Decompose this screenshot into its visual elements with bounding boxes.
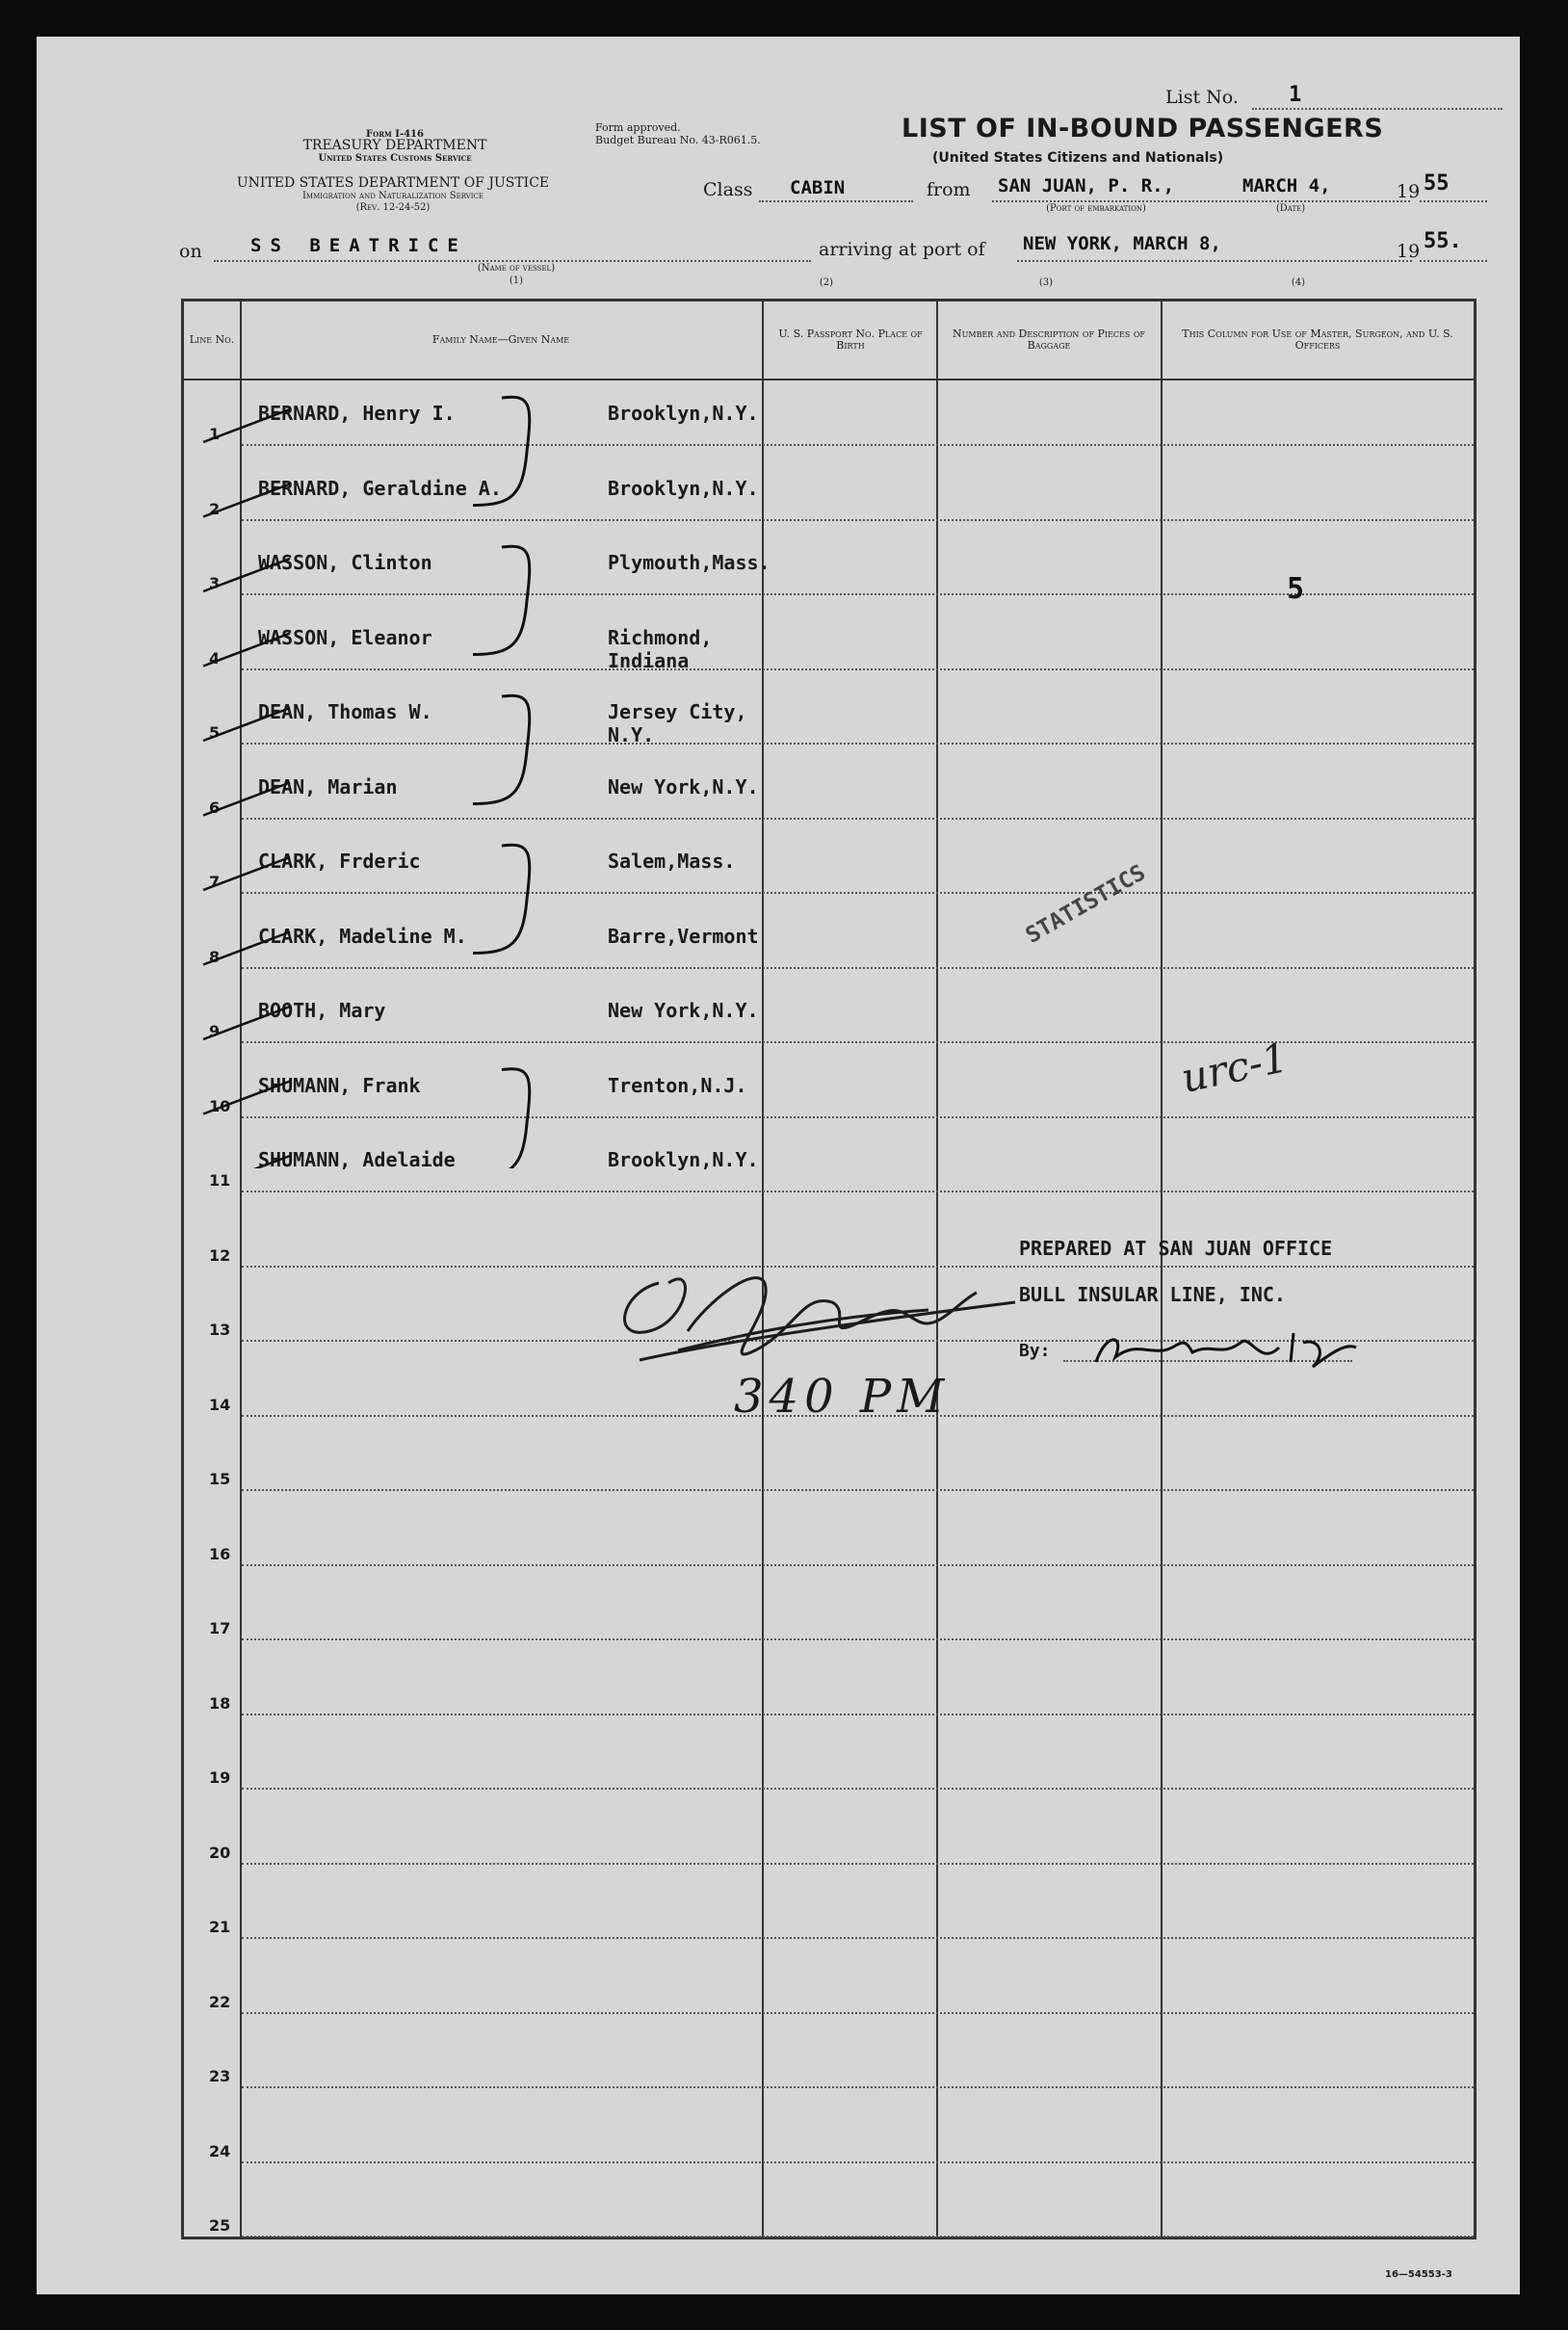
- line-number: 13: [209, 1321, 231, 1339]
- place-of-birth: New York,N.Y.: [608, 999, 759, 1022]
- passenger-name: WASSON, Clinton: [258, 551, 432, 574]
- passenger-name: WASSON, Eleanor: [258, 625, 432, 649]
- class-value: CABIN: [790, 177, 846, 198]
- vessel-value: SS BEATRICE: [250, 235, 467, 256]
- place-of-birth: Barre,Vermont: [608, 924, 759, 948]
- place-of-birth: Jersey City, N.Y.: [608, 700, 747, 746]
- passenger-name: CLARK, Frderic: [258, 850, 421, 873]
- line-number: 4: [209, 648, 221, 668]
- row-rule: [242, 1714, 1474, 1715]
- from-value: SAN JUAN, P. R.,: [998, 175, 1175, 196]
- date-value: MARCH 4,: [1242, 175, 1331, 196]
- passenger-name: BERNARD, Henry I.: [258, 402, 456, 425]
- row-rule: [242, 2236, 1474, 2238]
- check-slash: [203, 1156, 290, 1168]
- margin-mark-5: 5: [1287, 572, 1305, 606]
- line-number: 14: [209, 1395, 231, 1414]
- check-slash: [203, 1082, 290, 1114]
- check-slash: [203, 484, 290, 517]
- embark-caption: (Port of embarkation): [1046, 203, 1146, 214]
- place-of-birth: Trenton,N.J.: [608, 1073, 747, 1097]
- statistics-stamp: STATISTICS: [1021, 860, 1150, 949]
- year-value-1: 55: [1424, 171, 1450, 196]
- row-rule: [242, 1489, 1474, 1491]
- place-of-birth: Brooklyn,N.Y.: [608, 476, 759, 500]
- year-line-2: [1420, 260, 1487, 262]
- passenger-name: DEAN, Thomas W.: [258, 700, 432, 723]
- passenger-name: SHUMANN, Frank: [258, 1073, 421, 1097]
- passenger-name: BERNARD, Geraldine A.: [258, 476, 502, 500]
- line-number: 3: [209, 574, 221, 592]
- passenger-name: DEAN, Marian: [258, 774, 398, 798]
- budget-bureau: Budget Bureau No. 43-R061.5.: [595, 134, 761, 146]
- bracket-mark: [473, 1069, 530, 1168]
- form-approved: Form approved.: [595, 121, 681, 134]
- by-label: By:: [1019, 1341, 1051, 1361]
- line-number: 24: [209, 2141, 231, 2160]
- year-prefix-2: 19: [1397, 241, 1421, 262]
- officer-note: urc-1: [1177, 1033, 1293, 1103]
- check-slash: [203, 1007, 290, 1039]
- col-header-officers: This Column for Use of Master, Surgeon, and U. S. Officers: [1182, 327, 1453, 352]
- date-caption: (Date): [1275, 203, 1306, 214]
- year-prefix-1: 19: [1397, 181, 1421, 202]
- line-number: 22: [209, 1992, 231, 2011]
- col-divider-baggage: [1161, 301, 1163, 2237]
- row-rule: [242, 2161, 1474, 2163]
- class-label: Class: [703, 179, 753, 200]
- place-of-birth: Plymouth,Mass.: [608, 551, 771, 574]
- passenger-name: SHUMANN, Adelaide: [258, 1148, 456, 1171]
- col-header-line-no: Line No.: [189, 333, 235, 346]
- row-rule: [242, 1191, 1474, 1192]
- bracket-mark: [473, 546, 530, 654]
- agent-signature: [1086, 1314, 1366, 1381]
- line-number: 19: [209, 1768, 231, 1787]
- line-number: 6: [209, 798, 221, 817]
- revision: (Rev. 12-24-52): [355, 202, 431, 213]
- vessel-caption: (Name of vessel): [477, 263, 556, 274]
- class-line: [759, 200, 913, 202]
- check-slash: [203, 932, 290, 965]
- arrival-line: [1017, 260, 1412, 262]
- caption-2: (2): [819, 277, 834, 288]
- bracket-mark: [473, 695, 530, 803]
- row-rule: [242, 1638, 1474, 1640]
- year-line-1: [1420, 200, 1487, 202]
- line-number: 9: [209, 1022, 221, 1040]
- check-slash: [203, 857, 290, 890]
- line-number: 10: [209, 1096, 231, 1115]
- bracket-mark: [473, 397, 530, 505]
- line-number: 20: [209, 1843, 231, 1862]
- ins-service: Immigration and Naturalization Service: [301, 191, 484, 201]
- time-note: 340 PM: [734, 1370, 951, 1424]
- row-rule: [242, 1564, 1474, 1566]
- row-rule: [242, 1937, 1474, 1939]
- caption-1: (1): [509, 275, 524, 286]
- col-header-name: Family Name—Given Name: [431, 333, 570, 346]
- form-number: Form I-416: [366, 129, 424, 140]
- department-of-justice: UNITED STATES DEPARTMENT OF JUSTICE: [236, 175, 550, 191]
- line-number: 8: [209, 947, 221, 966]
- line-number: 15: [209, 1470, 231, 1488]
- line-number: 18: [209, 1693, 231, 1713]
- check-slash: [203, 409, 290, 442]
- passenger-name: BOOTH, Mary: [258, 999, 386, 1022]
- line-number: 12: [209, 1245, 231, 1265]
- from-label: from: [927, 179, 971, 200]
- caption-3: (3): [1038, 277, 1054, 288]
- company-name: BULL INSULAR LINE, INC.: [1019, 1283, 1286, 1306]
- caption-4: (4): [1291, 277, 1306, 288]
- check-slash: [203, 708, 290, 741]
- family-brackets: [184, 301, 800, 1168]
- document-subtitle: (United States Citizens and Nationals): [932, 150, 1224, 166]
- line-number: 5: [209, 723, 221, 742]
- col-header-baggage: Number and Description of Pieces of Baggage: [953, 327, 1145, 352]
- line-number: 16: [209, 1544, 231, 1563]
- line-number: 7: [209, 873, 221, 891]
- place-of-birth: Brooklyn,N.Y.: [608, 1148, 759, 1171]
- line-number: 2: [209, 499, 221, 518]
- bracket-mark: [473, 845, 530, 953]
- row-rule: [242, 1863, 1474, 1865]
- arrival-value: NEW YORK, MARCH 8,: [1023, 233, 1221, 254]
- place-of-birth: Salem,Mass.: [608, 850, 736, 873]
- row-rule: [242, 1788, 1474, 1790]
- list-no-label: List No.: [1165, 87, 1239, 108]
- line-number: 23: [209, 2067, 231, 2085]
- row-rule: [242, 2086, 1474, 2088]
- from-line: [992, 200, 1410, 202]
- document-title: LIST OF IN-BOUND PASSENGERS: [902, 114, 1384, 144]
- vessel-line: [214, 260, 811, 262]
- year-value-2: 55.: [1424, 229, 1462, 253]
- check-slash: [203, 783, 290, 816]
- place-of-birth: Richmond, Indiana: [608, 625, 713, 672]
- line-number: 25: [209, 2216, 231, 2235]
- treasury-department: TREASURY DEPARTMENT: [302, 138, 487, 153]
- on-label: on: [179, 241, 202, 262]
- row-rule: [242, 2012, 1474, 2014]
- arriving-label: arriving at port of: [819, 239, 985, 260]
- list-no-value: 1: [1289, 83, 1302, 107]
- list-no-line: [1252, 108, 1503, 110]
- passenger-name: CLARK, Madeline M.: [258, 924, 467, 948]
- line-number: 17: [209, 1619, 231, 1637]
- line-number: 11: [209, 1171, 231, 1190]
- footer-code: 16—54553-3: [1385, 2269, 1452, 2280]
- check-slash: [203, 634, 290, 667]
- check-slash: [203, 559, 290, 591]
- col-header-passport: U. S. Passport No. Place of Birth: [778, 327, 923, 352]
- customs-service: United States Customs Service: [318, 153, 472, 164]
- place-of-birth: Brooklyn,N.Y.: [608, 402, 759, 425]
- line-number: 1: [209, 425, 221, 443]
- place-of-birth: New York,N.Y.: [608, 774, 759, 798]
- line-number: 21: [209, 1918, 231, 1936]
- prepared-at: PREPARED AT SAN JUAN OFFICE: [1019, 1237, 1333, 1260]
- document-page: [37, 37, 1520, 2294]
